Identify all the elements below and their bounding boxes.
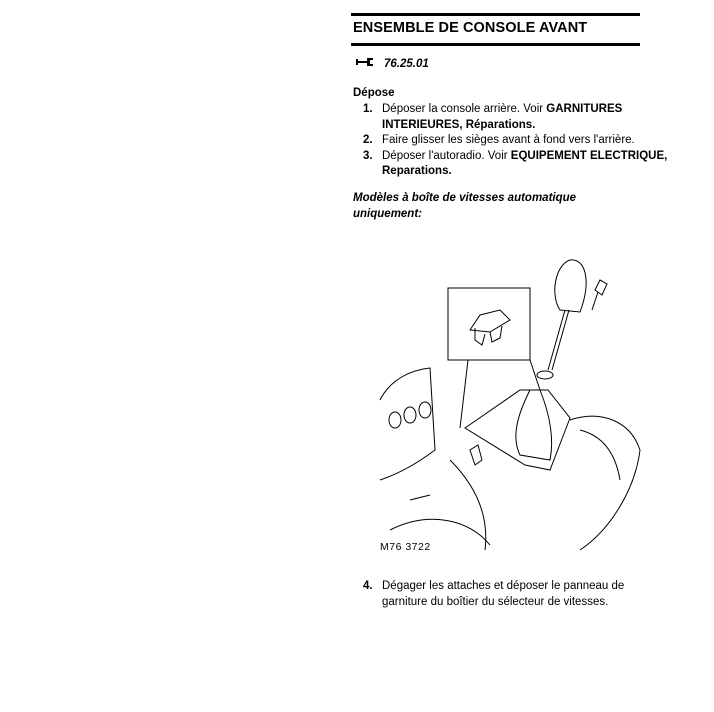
page-title: ENSEMBLE DE CONSOLE AVANT [353, 20, 588, 36]
step-item: 3. Déposer l'autoradio. Voir EQUIPEMENT ELECTRIQUE, Reparations. [363, 149, 668, 177]
automatic-models-note: Modèles à boîte de vitesses automatique uniquement: [353, 192, 577, 220]
operation-code [356, 57, 429, 70]
title-rule-bottom [351, 43, 640, 46]
wrench-icon [356, 57, 374, 70]
steps-list-b [352, 579, 672, 610]
step-item: 2. Faire glisser les sièges avant à fond vers l'arrière. [363, 134, 635, 146]
steps-list-a [352, 102, 672, 180]
op-code-number: 76.25.01 [384, 57, 429, 70]
gear-selector-illustration [370, 250, 650, 560]
title-rule-top [351, 13, 640, 16]
figure-label: M76 3722 [380, 541, 431, 553]
step-item: 4. Dégager les attaches et déposer le panneau de garniture du boîtier du sélecteur de vitesses. [363, 580, 625, 608]
step-item: 1. Déposer la console arrière. Voir GARNITURES INTERIEURES, Réparations. [363, 103, 623, 131]
removal-heading: Dépose [353, 87, 395, 99]
